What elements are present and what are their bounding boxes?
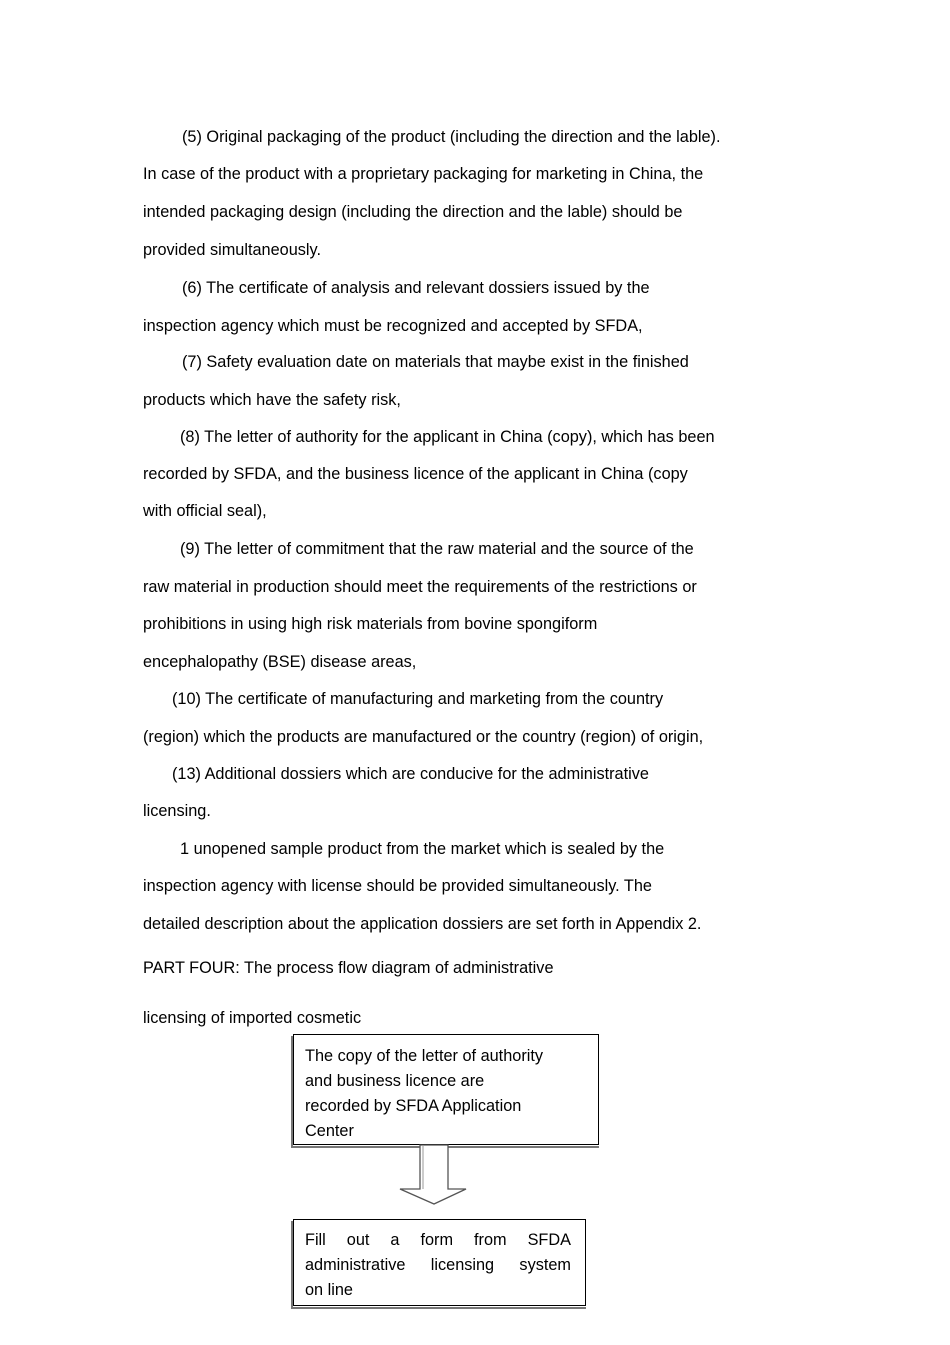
text-line: with official seal), xyxy=(143,502,267,520)
text-line: licensing. xyxy=(143,802,211,820)
text-line: In case of the product with a proprietary packaging for marketing in China, the xyxy=(143,165,704,183)
flow-step-box xyxy=(293,1219,586,1306)
text-line: (13) Additional dossiers which are conducive for the administrative xyxy=(172,765,649,783)
text-line: detailed description about the application dossiers are set forth in Appendix 2. xyxy=(143,915,702,933)
down-arrow-icon xyxy=(396,1142,476,1212)
section-heading: licensing of imported cosmetic xyxy=(143,1009,362,1027)
text-line: prohibitions in using high risk materials from bovine spongiform xyxy=(143,615,598,633)
flow-step-box xyxy=(293,1034,599,1145)
text-line: intended packaging design (including the direction and the lable) should be xyxy=(143,203,683,221)
text-line: provided simultaneously. xyxy=(143,241,321,259)
flow-step-text: administrative licensing system xyxy=(305,1256,571,1274)
text-line: (10) The certificate of manufacturing and marketing from the country xyxy=(172,690,664,708)
section-heading: PART FOUR: The process flow diagram of administrative xyxy=(143,959,554,977)
text-line: (region) which the products are manufactured or the country (region) of origin, xyxy=(143,728,704,746)
text-line: raw material in production should meet the requirements of the restrictions or xyxy=(143,578,697,596)
text-line: inspection agency which must be recognized and accepted by SFDA, xyxy=(143,317,643,335)
flow-step-text: Center xyxy=(305,1122,354,1140)
text-line: recorded by SFDA, and the business licence of the applicant in China (copy xyxy=(143,465,688,483)
text-line: (8) The letter of authority for the applicant in China (copy), which has been xyxy=(180,428,715,446)
text-line: inspection agency with license should be provided simultaneously. The xyxy=(143,877,652,895)
text-line: (7) Safety evaluation date on materials that maybe exist in the finished xyxy=(182,353,689,371)
text-line: (5) Original packaging of the product (including the direction and the lable). xyxy=(182,128,721,146)
text-line: (9) The letter of commitment that the raw material and the source of the xyxy=(180,540,694,558)
flow-step-text: recorded by SFDA Application xyxy=(305,1097,522,1115)
flow-step-text: Fill out a form from SFDA xyxy=(305,1231,571,1249)
flow-step-text: and business licence are xyxy=(305,1072,485,1090)
text-line: (6) The certificate of analysis and relevant dossiers issued by the xyxy=(182,279,650,297)
flow-step-text: The copy of the letter of authority xyxy=(305,1047,544,1065)
flow-step-text: on line xyxy=(305,1281,353,1299)
text-line: 1 unopened sample product from the market which is sealed by the xyxy=(180,840,665,858)
text-line: products which have the safety risk, xyxy=(143,391,401,409)
text-line: encephalopathy (BSE) disease areas, xyxy=(143,653,417,671)
